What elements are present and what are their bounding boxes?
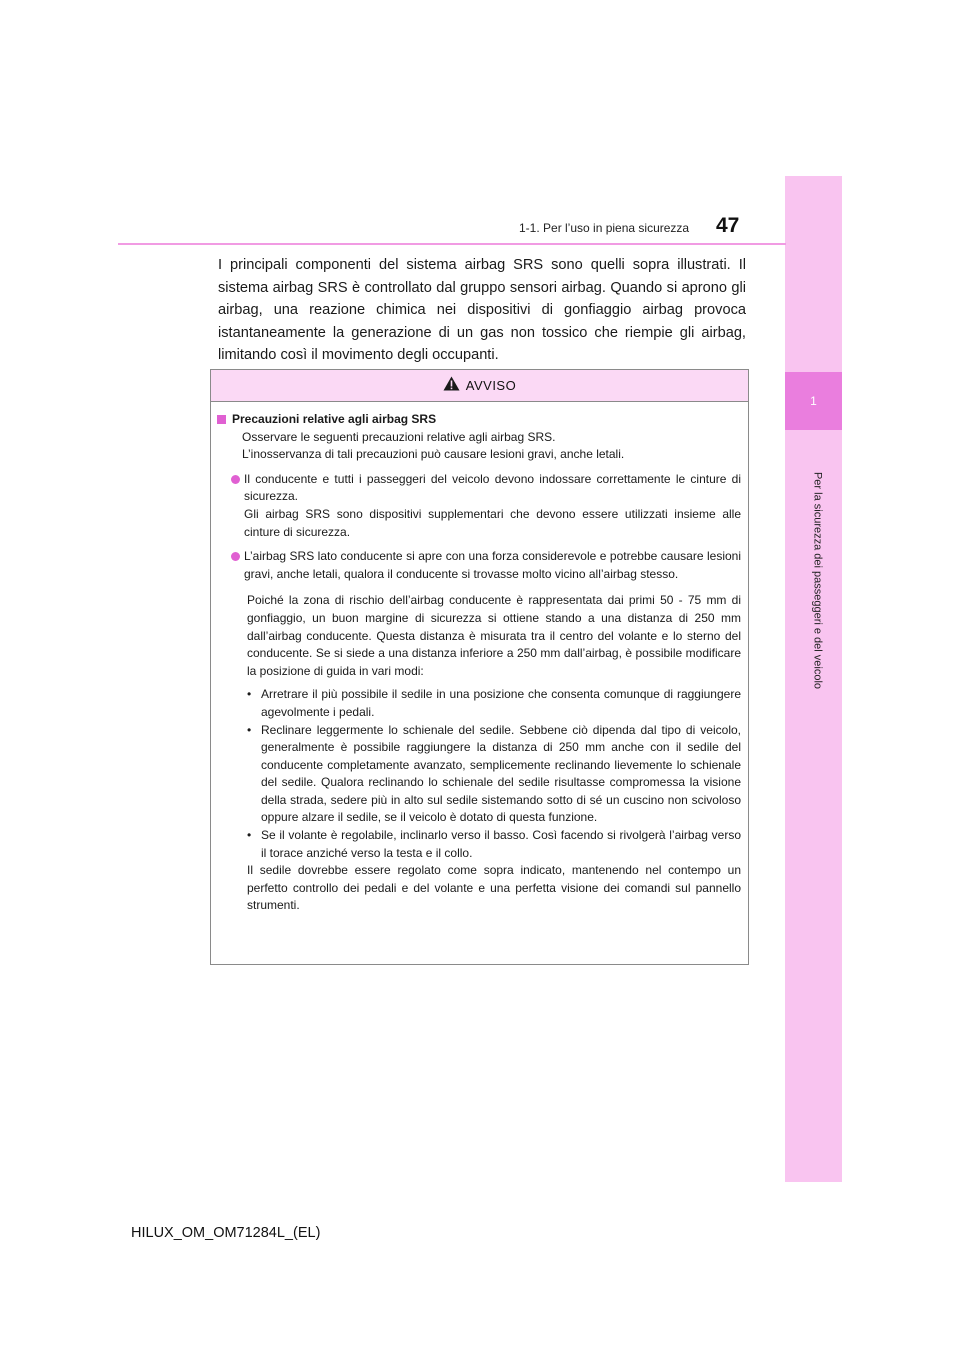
intro-paragraph: I principali componenti del sistema airbag SRS sono quelli sopra illustrati. Il sistema airbag SRS è controllato dal gruppo sensori airbag. Quando si aprono gli airbag, una reazione chimica nei dispositivi di gonfiaggio airbag provoca istantaneamente la generazione di un gas non tossico che riempie gli airbag, limitando così il movimento degli occupanti. bbox=[218, 257, 746, 363]
warning-title: AVVISO bbox=[465, 378, 517, 393]
chapter-number: 1 bbox=[785, 372, 842, 430]
square-bullet-icon bbox=[217, 415, 226, 424]
bullet-line: Il conducente e tutti i passeggeri del veicolo devono indossare correttamente le cinture di sicurezza. bbox=[244, 471, 741, 504]
circle-bullet-icon bbox=[231, 475, 240, 484]
sub-list-item bbox=[247, 827, 741, 862]
chapter-title: Per la sicurezza dei passeggeri e del veicolo bbox=[811, 471, 824, 690]
bullet-item bbox=[231, 548, 741, 583]
section-heading-text: Precauzioni relative agli airbag SRS bbox=[232, 412, 437, 426]
sub-item-text: Arretrare il più possibile il sedile in una posizione che consenta comunque di raggiungere agevolmente i pedali. bbox=[261, 687, 741, 719]
sub-item-text: Se il volante è regolabile, inclinarlo verso il basso. Così facendo si rivolgerà l’airbag verso il torace anziché verso la testa e il collo. bbox=[261, 828, 741, 860]
warning-section-heading bbox=[217, 411, 741, 429]
warning-triangle-icon bbox=[443, 376, 460, 396]
warning-intro-line: Osservare le seguenti precauzioni relative agli airbag SRS. bbox=[242, 429, 556, 444]
bullet-item bbox=[231, 471, 741, 541]
sub-bullet-mark: • bbox=[247, 828, 252, 843]
bullet-text: L’airbag SRS lato conducente si apre con una forza considerevole e potrebbe causare lesioni gravi, anche letali, qualora il conducente si trovasse molto vicino all’airbag stesso. bbox=[244, 549, 741, 581]
section-title: 1-1. Per l’uso in piena sicurezza bbox=[519, 221, 690, 235]
circle-bullet-icon bbox=[231, 552, 240, 561]
sub-bullet-mark: • bbox=[247, 722, 252, 737]
sub-item-text: Reclinare leggermente lo schienale del sedile. Sebbene ciò dipenda dal tipo di veicolo, generalmente è possibile raggiungere la distanza di 250 mm anche con il sedile del conducente completamente avanzato, semplicemente reclinando lievemente lo schienale del sedile. Qualora reclinando lo schienale del sedile risultasse compromessa la visione della strada, sedere più in alto sul sedile sistemando sotto di sé un cuscino non scivoloso oppure alzare il sedile, se il veicolo è dotato di questa funzione. bbox=[261, 722, 741, 825]
document-code-footer: HILUX_OM_OM71284L_(EL) bbox=[131, 1225, 321, 1241]
warning-body bbox=[211, 402, 748, 915]
sub-bullet-mark: • bbox=[247, 687, 252, 702]
distance-paragraph: Poiché la zona di rischio dell’airbag conducente è rappresentata dai primi 50 - 75 mm di gonfiaggio, un buon margine di sicurezza si ottiene stando a una distanza di 250 mm dall’airbag conducente. Questa distanza è misurata tra il centro del volante e lo sterno del conducente. Se si siede a una distanza inferiore a 250 mm dall’airbag, è possibile modificare la posizione di guida in vari modi: bbox=[247, 593, 741, 678]
bullet-line: Gli airbag SRS sono dispositivi supplementari che devono essere utilizzati insieme alle cinture di sicurezza. bbox=[244, 506, 741, 539]
warning-box bbox=[210, 369, 749, 965]
chapter-title-vertical bbox=[811, 471, 824, 690]
warning-header bbox=[211, 370, 748, 402]
page-number: 47 bbox=[716, 214, 740, 237]
bullet-text bbox=[244, 471, 741, 541]
sub-list-item bbox=[247, 722, 741, 828]
closing-paragraph: Il sedile dovrebbe essere regolato come sopra indicato, mantenendo nel contempo un perfetto controllo dei pedali e del volante e una perfetta visione dei comandi sul pannello strumenti. bbox=[247, 863, 741, 913]
warning-intro-line: L’inosservanza di tali precauzioni può causare lesioni gravi, anche letali. bbox=[242, 447, 625, 462]
sub-list-item bbox=[247, 686, 741, 721]
header-divider bbox=[118, 243, 786, 245]
